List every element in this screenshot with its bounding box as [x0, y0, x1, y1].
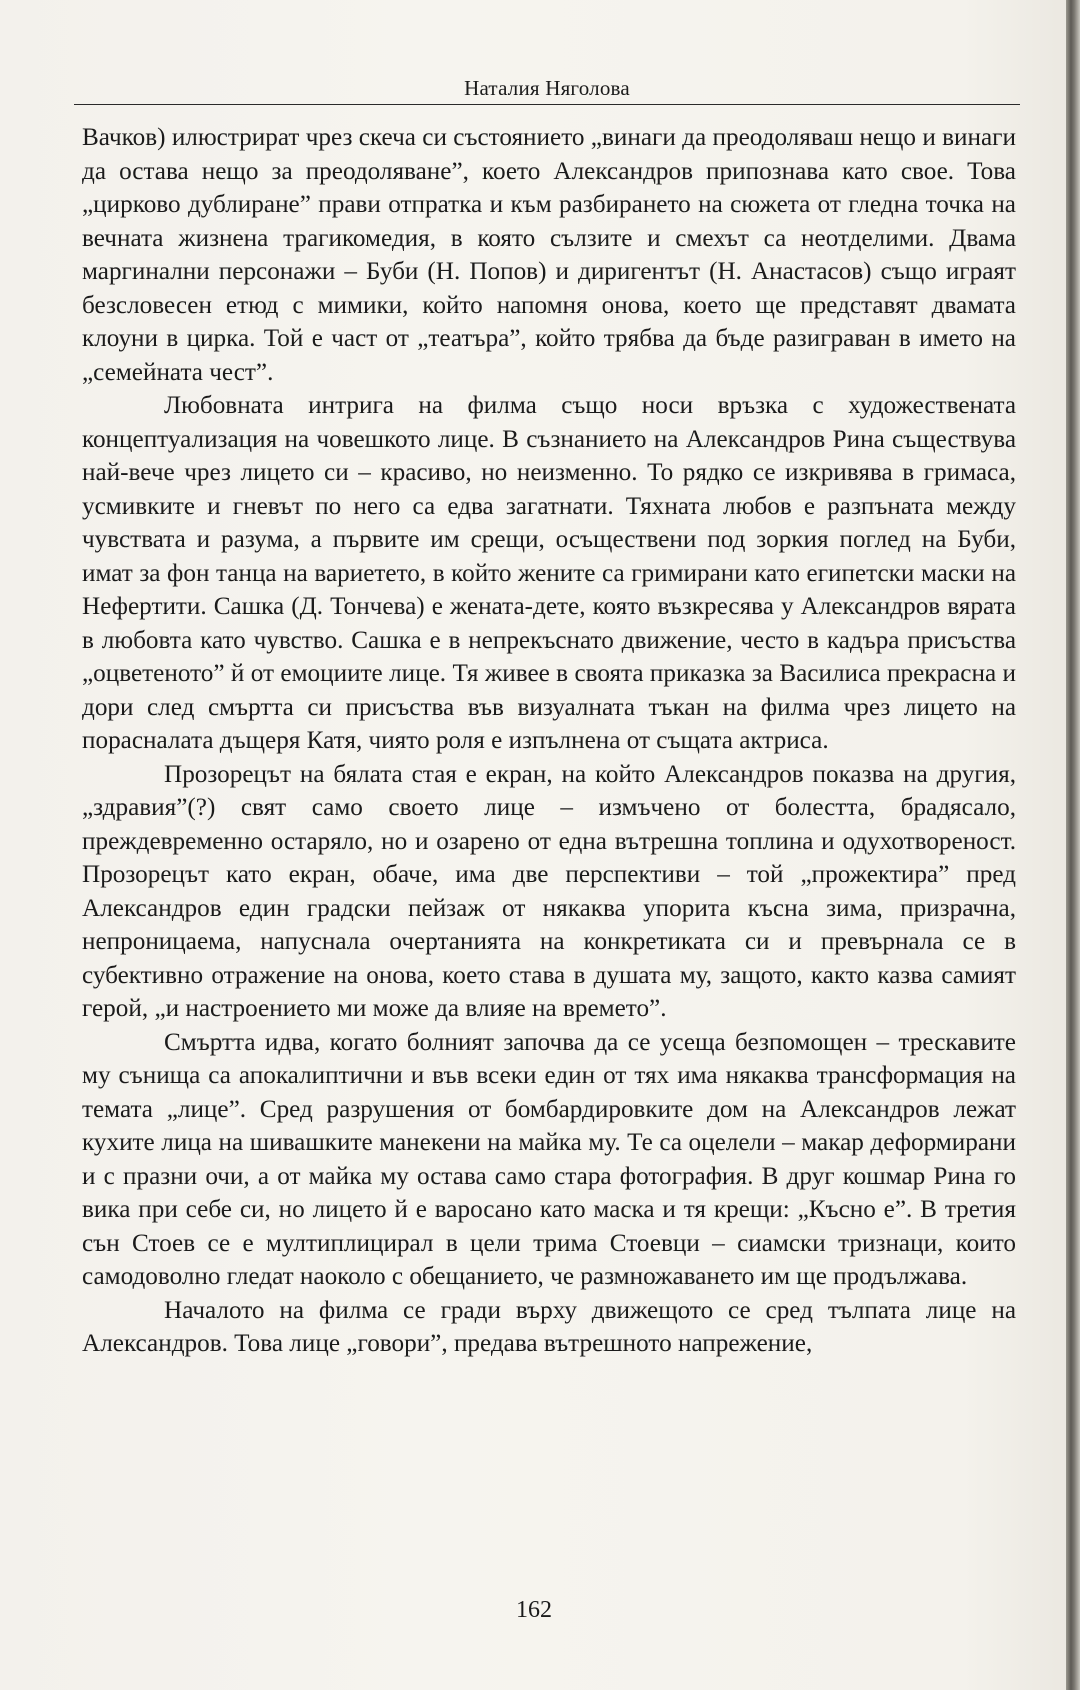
paragraph-continuation: Вачков) илюстрират чрез скеча си състоянието „винаги да преодоляваш нещо и винаги да остава нещо за преодоляване”, което Александров припознава като свое. Това „цирково дублиране” прави отпратка и към разбирането на сюжета от гледна точка на вечната жизнена трагикомедия, в която сълзите и смехът са неотделими. Двама маргинални персонажи – Буби (Н. Попов) и диригентът (Н. Анастасов) също играят безсловесен етюд с мимики, който напомня онова, което ще представят двамата клоуни в цирка. Той е част от „театъра”, който трябва да бъде разиграван в името на „семейната чест”.	[82, 124, 1016, 386]
paragraph-love-intrigue: Любовната интрига на филма също носи връзка с художествената концептуализация на човешкото лице. В съзнанието на Александров Рина съществува най-вече чрез лицето си – красиво, но неизменно. То рядко се изкривява в гримаса, усмивките и гневът по него са едва загатнати. Тяхната любов е разпъната между чувствата и разума, а първите им срещи, осъществени под зоркия поглед на Буби, имат за фон танца на вариетето, в който жените са гримирани като египетски маски на Нефертити. Сашка (Д. Тончева) е жената-дете, която възкресява у Александров вярата в любовта като чувство. Сашка е в непрекъснато движение, често в кадъра присъства „оцветеното” й от емоциите лице. Тя живее в своята приказка за Василиса прекрасна и дори след смъртта си присъства във визуалната тъкан на филма чрез лицето на порасналата дъщеря Катя, чиято роля е изпълнена от същата актриса.	[82, 392, 1016, 754]
book-spine-edge	[1066, 0, 1080, 1690]
paragraph-death-dreams: Смъртта идва, когато болният започва да се усеща безпомощен – трескавите му сънища са апокалиптични и във всеки един от тях има някаква трансформация на темата „лице”. Сред разрушения от бомбардировките дом на Александров лежат кухите лица на шивашките манекени на майка му. Те са оцелели – макар деформирани и с празни очи, а от майка му остава само стара фотография. В друг кошмар Рина го вика при себе си, но лицето й е варосано като маска и тя крещи: „Късно е”. В третия сън Стоев се е мултиплицирал в цели трима Стоевци – сиамски тризнаци, които самодоволно гледат наоколо с обещанието, че размножаването им ще продължава.	[82, 1028, 1016, 1290]
body-text	[82, 121, 1016, 1361]
paragraph-window-screen: Прозорецът на бялата стая е екран, на който Александров показва на другия, „здравия”(?) свят само своето лице – измъчено от болестта, брадясало, преждевременно остаряло, но и озарено от една вътрешна топлина и одухотвореност. Прозорецът като екран, обаче, има две перспективи – той „прожектира” пред Александров един градски пейзаж от някаква упорита късна зима, призрачна, непроницаема, напуснала очертанията на конкретиката си и превърнала се в субективно отражение на онова, което става в душата му, защото, както казва самият герой, „и настроението ми може да влияе на времето”.	[82, 760, 1016, 1022]
header-author: Наталия Няголова	[464, 76, 630, 100]
running-header	[74, 70, 1020, 105]
page-number: 162	[516, 1597, 552, 1623]
paragraph-film-opening: Началото на филма се гради върху движещото се сред тълпата лице на Александров. Това лице „говори”, предава вътрешното напрежение,	[82, 1296, 1016, 1357]
